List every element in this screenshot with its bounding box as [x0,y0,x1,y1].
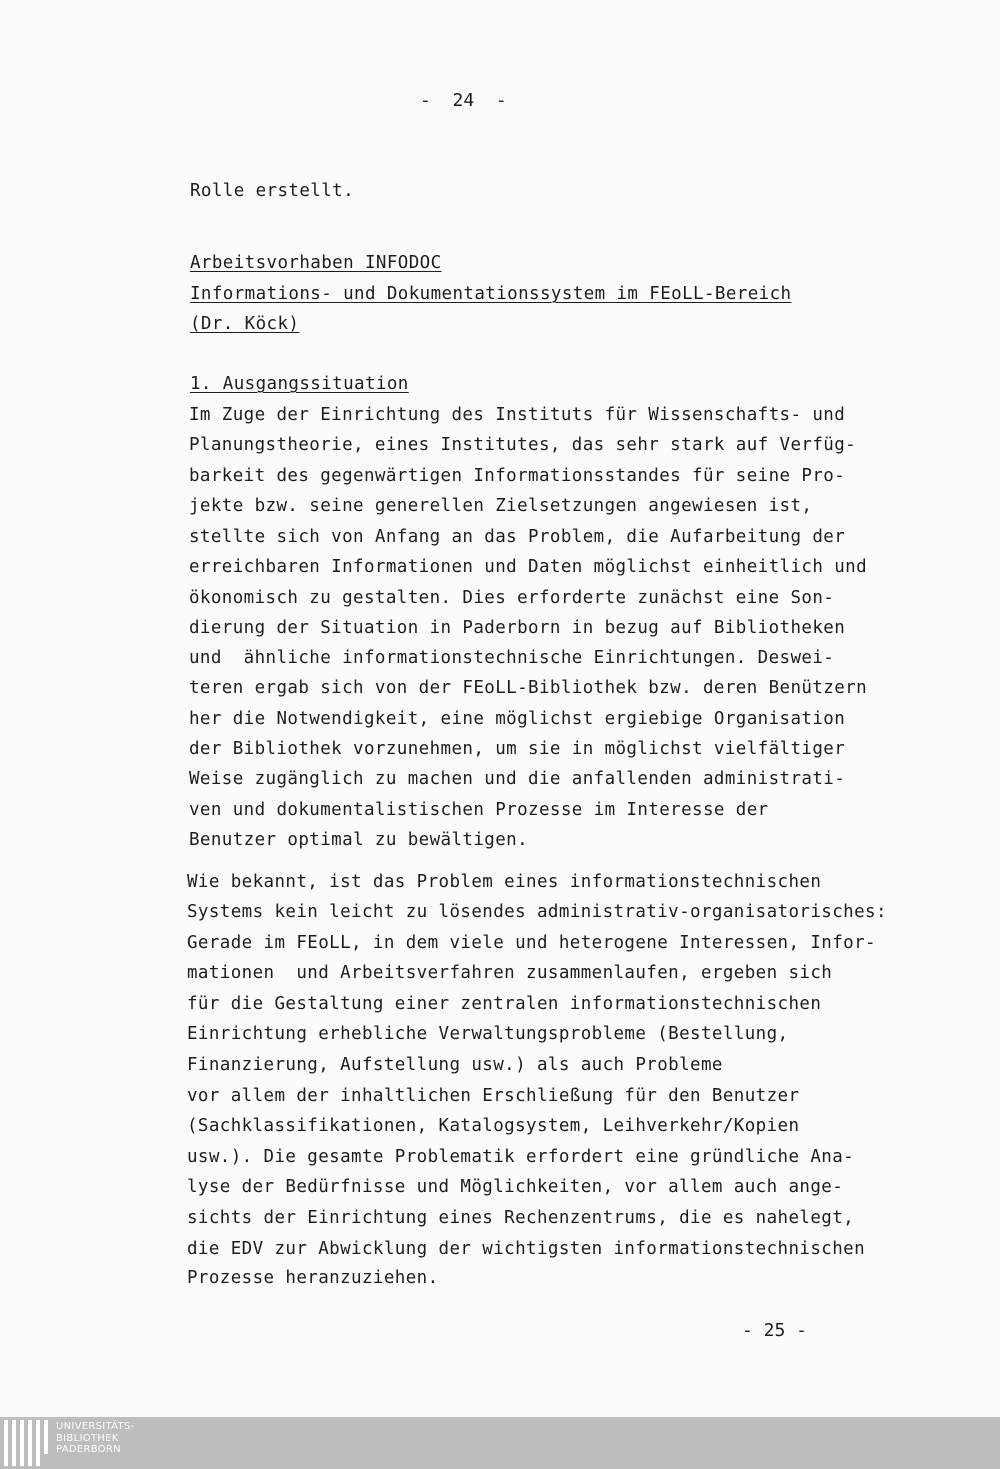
logo-stripe [12,1420,16,1466]
paragraph-line: jekte bzw. seine generellen Zielsetzungen angewiesen ist, [189,496,813,516]
logo-line: PADERBORN [56,1444,121,1455]
paragraph-line: mationen und Arbeitsverfahren zusammenlaufen, ergeben sich [187,963,833,983]
paragraph-line: barkeit des gegenwärtigen Informationsstandes für seine Pro- [189,466,846,486]
paragraph-line: usw.). Die gesamte Problematik erfordert eine gründliche Ana- [187,1147,855,1167]
paragraph-line: Planungstheorie, eines Institutes, das sehr stark auf Verfüg- [189,435,857,455]
paragraph-line: Wie bekannt, ist das Problem eines informationstechnischen [187,872,822,892]
paragraph-line: die EDV zur Abwicklung der wichtigsten informationstechnischen [187,1239,866,1259]
logo-stripe [44,1420,48,1454]
paragraph-line: (Sachklassifikationen, Katalogsystem, Leihverkehr/Kopien [187,1116,800,1136]
paragraph-line: Benutzer optimal zu bewältigen. [189,830,529,850]
paragraph-line: ökonomisch zu gestalten. Dies erforderte zunächst eine Son- [189,588,835,608]
page-number-header: - 24 - [420,90,507,111]
logo-line: UNIVERSITÄTS- [56,1421,135,1432]
logo-stripe [20,1420,24,1466]
library-logo-text [56,1421,135,1456]
next-page-number: - 25 - [742,1320,808,1341]
paragraph-line: Im Zuge der Einrichtung des Instituts für Wissenschafts- und [189,405,846,425]
paragraph-line: der Bibliothek vorzunehmen, um sie in möglichst vielfältiger [189,739,846,759]
logo-line: BIBLIOTHEK [56,1432,119,1444]
paragraph-line: sichts der Einrichtung eines Rechenzentrums, die es nahelegt, [187,1208,855,1228]
paragraph-line: vor allem der inhaltlichen Erschließung für den Benutzer [187,1086,800,1106]
paragraph-line: ven und dokumentalistischen Prozesse im Interesse der [189,800,769,820]
paragraph-line: Weise zugänglich zu machen und die anfallenden administrati- [189,769,846,789]
paragraph-line: Systems kein leicht zu lösendes administrativ-organisatorisches: [187,902,887,922]
section-author: (Dr. Köck) [190,314,300,334]
paragraph-line: lyse der Bedürfnisse und Möglichkeiten, vor allem auch ange- [187,1177,844,1197]
library-logo [4,1420,144,1466]
paragraph-line: her die Notwendigkeit, eine möglichst ergiebige Organisation [189,709,846,729]
paragraph-line: teren ergab sich von der FEoLL-Bibliothek bzw. deren Benützern [189,678,868,698]
logo-stripe [28,1420,32,1466]
paragraph-line: Finanzierung, Aufstellung usw.) als auch Probleme [187,1055,723,1075]
library-footer-bar [0,1417,1000,1469]
paragraph-line: Gerade im FEoLL, in dem viele und heterogene Interessen, Infor- [187,933,876,953]
paragraph-line: für die Gestaltung einer zentralen informationstechnischen [187,994,822,1014]
logo-stripe [4,1420,8,1466]
section-subtitle: Informations- und Dokumentationssystem im FEoLL-Bereich [190,284,792,304]
paragraph-line: stellte sich von Anfang an das Problem, die Aufarbeitung der [189,527,846,547]
subsection-heading: 1. Ausgangssituation [190,374,409,394]
section-title: Arbeitsvorhaben INFODOC [190,253,442,273]
paragraph-line: und ähnliche informationstechnische Einrichtungen. Deswei- [189,648,835,668]
paragraph-line: erreichbaren Informationen und Daten möglichst einheitlich und [189,557,868,577]
logo-stripe [36,1420,40,1466]
paragraph-line: Einrichtung erhebliche Verwaltungsprobleme (Bestellung, [187,1024,789,1044]
paragraph-line: Prozesse heranzuziehen. [187,1268,439,1288]
paragraph-line: dierung der Situation in Paderborn in bezug auf Bibliotheken [189,618,846,638]
continuation-line: Rolle erstellt. [190,181,355,201]
